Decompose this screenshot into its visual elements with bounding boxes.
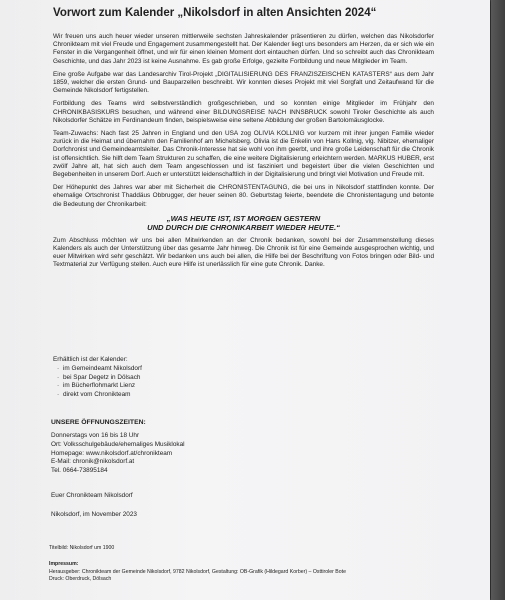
availability-list — [53, 365, 313, 400]
background-edge — [491, 0, 505, 600]
email-link[interactable]: E-Mail: chronik@nikolsdorf.at — [51, 458, 135, 466]
list-item: · bei Spar Degetz in Dölsach — [57, 374, 313, 383]
list-item: · direkt vom Chronikteam — [57, 391, 313, 400]
paragraph-team-zuwachs: Team-Zuwachs: Nach fast 25 Jahren in England und den USA zog OLIVIA KOLLNIG vor kurzem mit ihrer jungen Familie wieder zurück in die Heimat und übernahm den Familienhof am Michelsberg. Olivia ist die Enkelin von Hans Kollnig, vlg. Nibitzer, ehemaliger Dorfchronist und Gemeindeamtsleiter. Das Chronik-Interesse hat sie wohl von ihm geerbt, und ihre große Leidenschaft für die Chronik ist offensichtlich. Sie hilft dem Team Strukturen zu schaffen, die eine weitere Digitalisierung erleichtern werden. MARKUS HUBER, erst zwölf Jahre alt, hat sich auch dem Team angeschlossen und ist fasziniert und begeistert über die vielen Geschichten und Begebenheiten in unserem Dorf. Auch er unterstützt leidenschaftlich in der Digitalisierung und bringt viel Motivation und Freude mit. — [53, 130, 434, 179]
availability-heading: Erhältlich ist der Kalender: — [53, 356, 128, 363]
foreword-body — [53, 33, 434, 275]
hours-location: Ort: Volksschulgebäude/ehemaliges Musiklokal — [51, 440, 185, 448]
chronik-quote — [53, 214, 434, 232]
paragraph-fortbildung: Fortbildung des Teams wird selbstverständlich großgeschrieben, und so konnten einige Mitglieder im Frühjahr den CHRONIKBASISKURS besuchen, und während einer BILDUNGSREISE NACH INNSBRUCK sowohl Tiroler Geschichte als auch Nikolsdorfer Schätze im Ferdinandeum finden, beispielsweise eine seltene Abbildung der großen Bartolomäusglocke. — [53, 100, 434, 124]
document-title: Vorwort zum Kalender „Nikolsdorf in alten Ansichten 2024“ — [53, 7, 377, 19]
impressum-line: Druck: Oberdruck, Dölsach — [49, 576, 112, 582]
availability-section — [53, 356, 313, 400]
hours-section — [51, 432, 185, 476]
hours-line: Donnerstags von 16 bis 18 Uhr — [51, 432, 140, 439]
list-item: · im Gemeindeamt Nikolsdorf — [57, 365, 313, 374]
place-date: Nikolsdorf, im November 2023 — [51, 511, 137, 518]
hours-heading: UNSERE ÖFFNUNGSZEITEN: — [51, 419, 146, 426]
impressum-line: Herausgeber: Chronikteam der Gemeinde Nikolsdorf, 9782 Nikolsdorf, Gestaltung: OB-Grafik (Hildegard Korber) – Osttiroler Bote — [49, 569, 346, 575]
quote-line-2: UND DURCH DIE CHRONIKARBEIT WIEDER HEUTE.“ — [147, 222, 340, 232]
impressum-label: Impressum: — [49, 561, 79, 567]
phone-number: Tel. 0664-73895184 — [51, 467, 108, 475]
paragraph-intro: Wir freuen uns auch heuer wieder unseren mittlerweile sechsten Jahreskalender präsentieren zu dürfen, welchen das Nikolsdorfer Chronikteam mit viel Freude und Engagement zusammengestellt hat. Der Kalender liegt uns besonders am Herzen, da er sich wie ein Fenster in die Vergangenheit öffnet, und wir für einen kleinen Moment dort eintauchen dürfen. Und so schreibt auch das Chronikteam Geschichte, und das Jahr 2023 ist keine Ausnahme. Es gab große Erfolge, gezielte Fortbildung und neue Mitglieder im Team. — [53, 33, 434, 65]
paragraph-kataster: Eine große Aufgabe war das Landesarchiv Tirol-Projekt „DIGITALISIERUNG DES FRANZISZEISCHEN KATASTERS“ aus dem Jahr 1859, welcher die ersten Grund- und Bauparzellen beschreibt. Wir konnten dieses Projekt mit viel Sorgfalt und Zeitaufwand für die Gemeinde Nikolsdorf fertigstellen. — [53, 70, 434, 95]
quote-line-1: „WAS HEUTE IST, IST MORGEN GESTERN — [166, 213, 321, 223]
paragraph-chronistentagung: Der Höhepunkt des Jahres war aber mit Sicherheit die CHRONISTENTAGUNG, die bei uns in Nikolsdorf stattfinden konnte. Der ehemalige Ortschronist Thaddäus Obbrugger, der heuer seinen 80. Geburtstag feierte, beendete die Chronistentagung und betonte die Bedeutung der Chronikarbeit: — [53, 184, 434, 208]
paragraph-closing: Zum Abschluss möchten wir uns bei allen Mitwirkenden an der Chronik bedanken, sowohl bei der Zusammenstellung dieses Kalenders als auch der Unterstützung über das gesamte Jahr hinweg. Die Chronik ist für eine Gemeinde ausgesprochen wichtig, und euer Mitwirken wird sehr geschätzt. Wir bedanken uns auch bei allen, die Hilfe bei der Beschriftung von Fotos bringen oder Bild- und Textmaterial zur Verfügung stellen. Auch eure Hilfe ist unerlässlich für eine gute Chronik. Danke. — [53, 236, 434, 269]
homepage-link[interactable]: Homepage: www.nikolsdorf.at/chronikteam — [51, 449, 173, 457]
impressum-text — [49, 569, 469, 583]
cover-caption: Titelbild: Nikolsdorf um 1900 — [49, 545, 115, 551]
signature: Euer Chronikteam Nikolsdorf — [51, 492, 133, 499]
list-item: · im Bücherflohmarkt Lienz — [57, 382, 313, 391]
